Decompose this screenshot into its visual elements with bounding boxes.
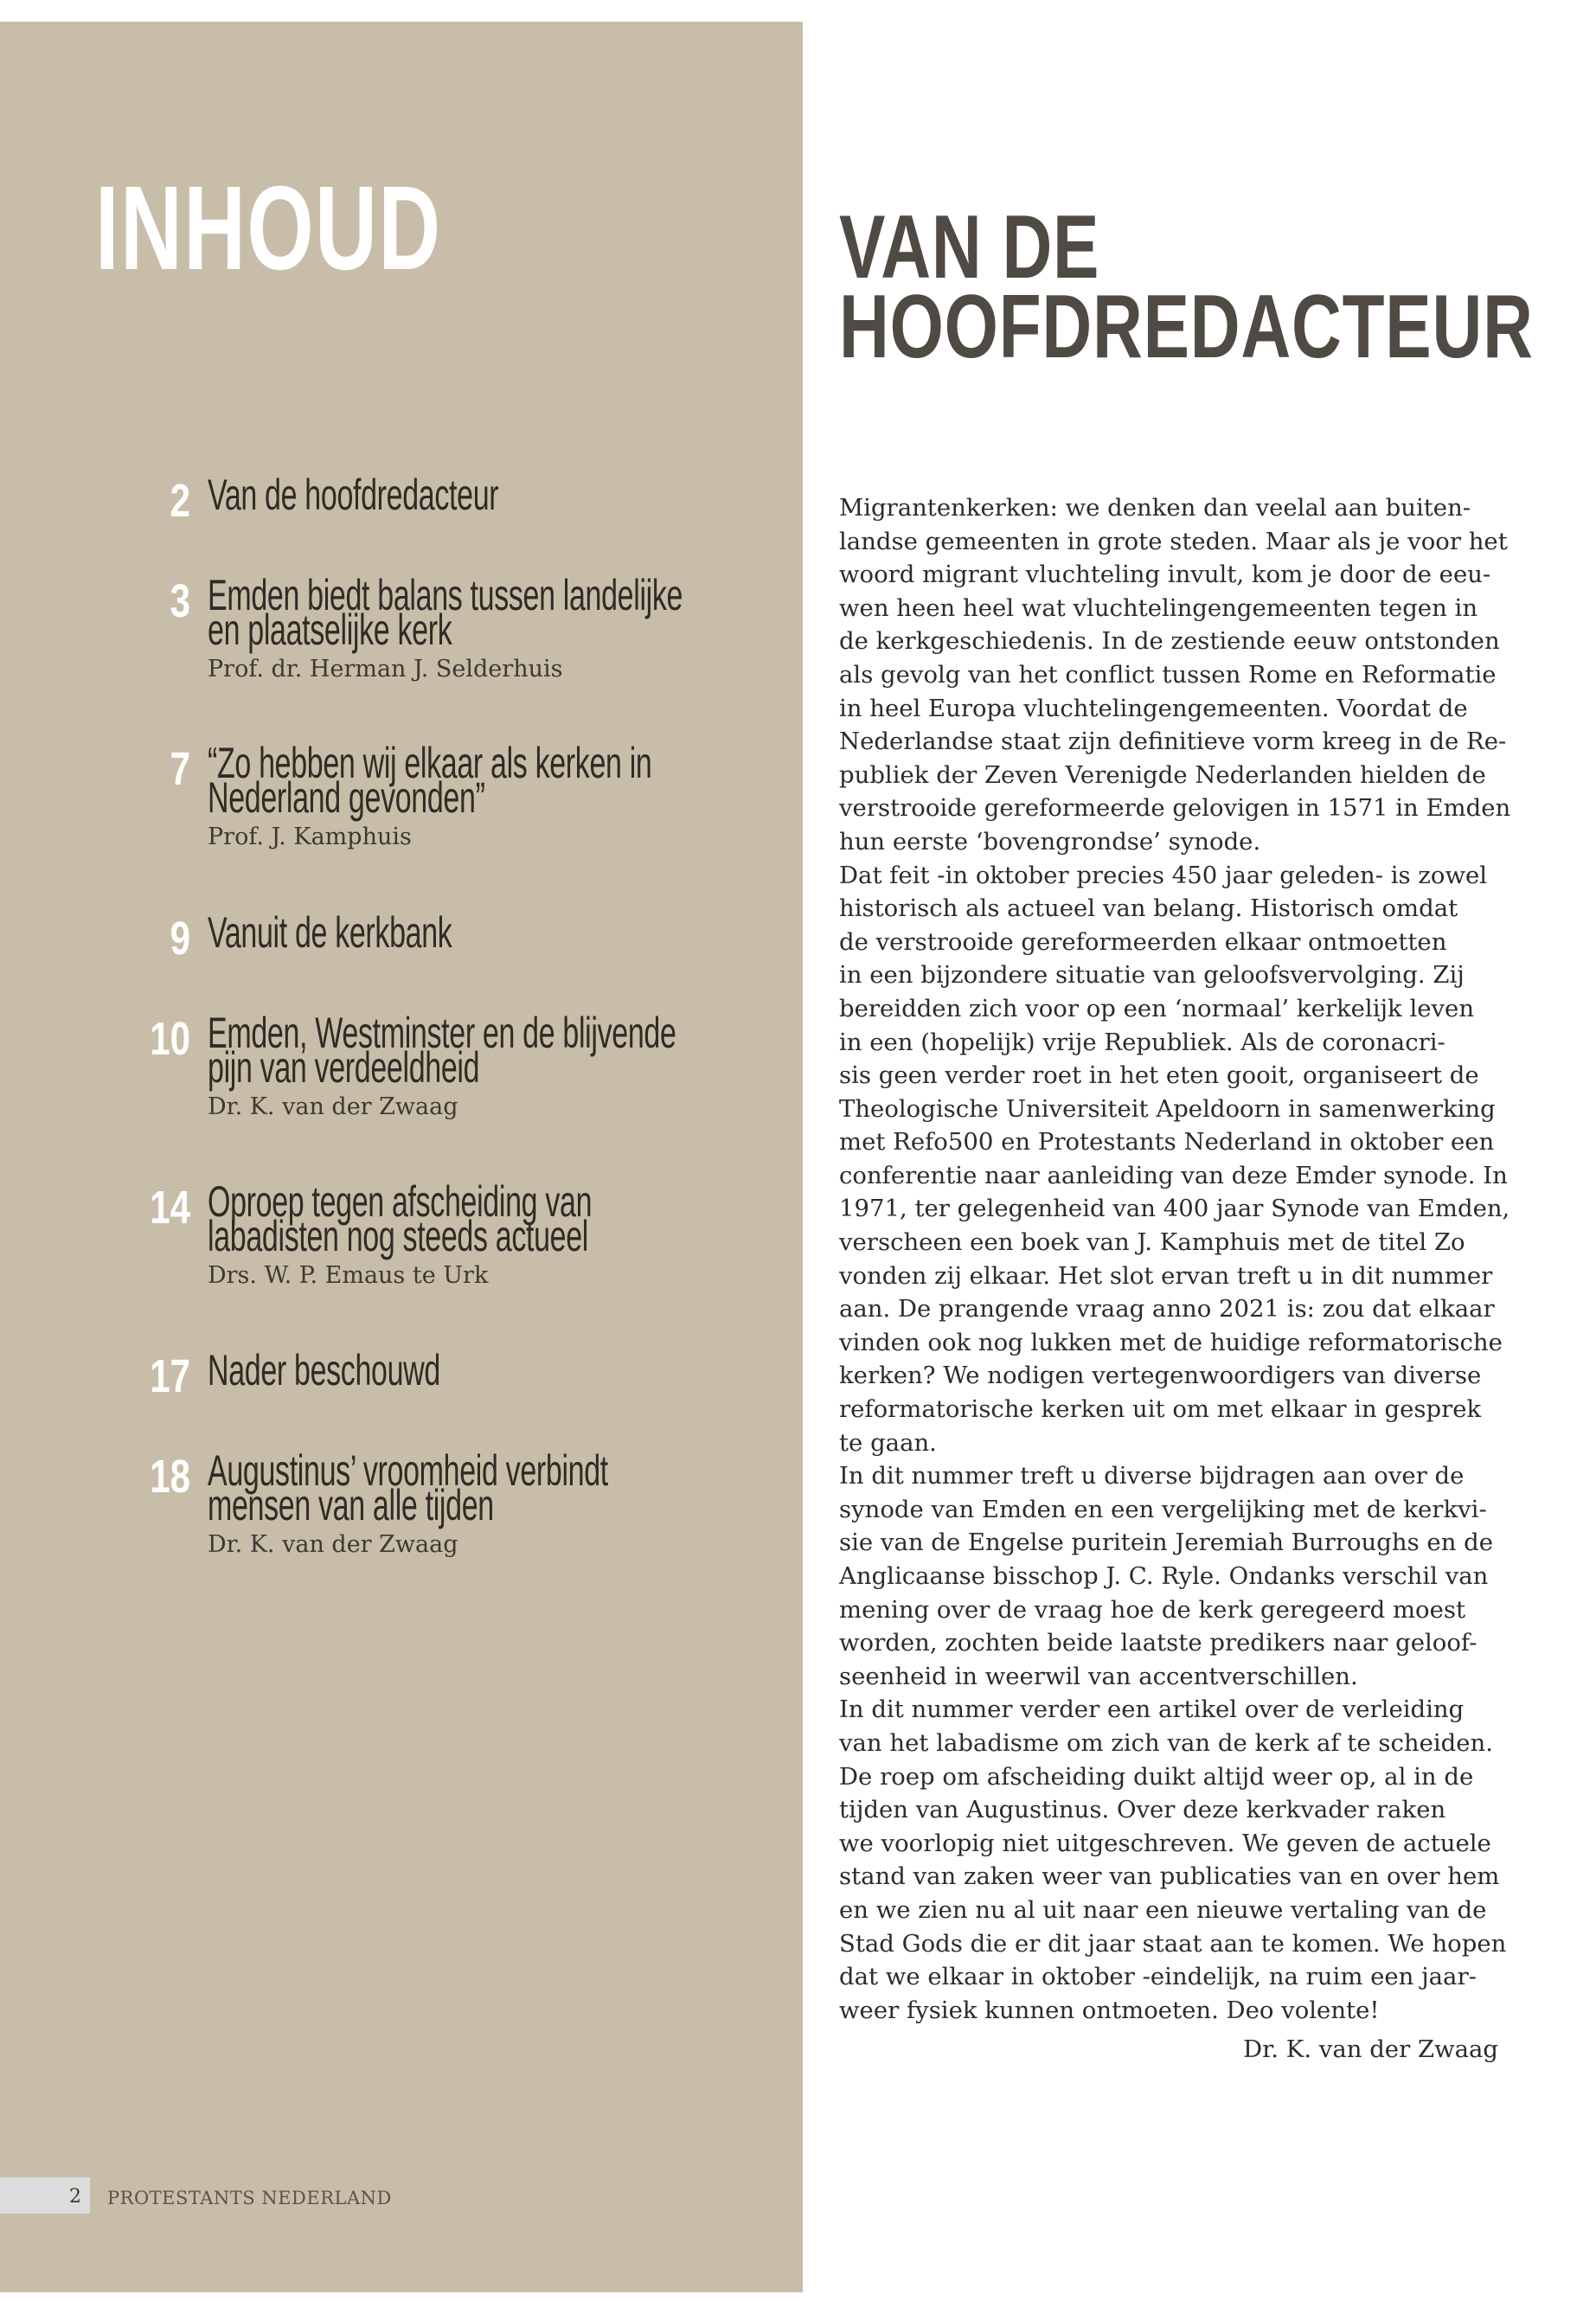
- body-line: vonden zij elkaar. Het slot ervan treft u in dit nummer: [839, 1261, 1493, 1290]
- toc-title-line: Van de hoofdredacteur: [208, 471, 499, 519]
- toc-title: [208, 1446, 760, 1529]
- body-line: woord migrant vluchteling invult, kom je door de eeu-: [839, 561, 1491, 589]
- body-line: In dit nummer verder een artikel over de verleiding: [839, 1695, 1465, 1724]
- body-line: met Refo500 en Protestants Nederland in oktober een: [839, 1128, 1495, 1157]
- body-line: bereidden zich voor op een ‘normaal’ kerkelijk leven: [839, 994, 1475, 1022]
- body-line: in een bijzondere situatie van geloofsvervolging. Zij: [839, 961, 1465, 990]
- editorial-body: [839, 491, 1511, 2027]
- body-line: historisch als actueel van belang. Historisch omdat: [839, 894, 1458, 923]
- toc-title-line: “Zo hebben wij elkaar als kerken in: [208, 739, 652, 787]
- body-line: Anglicaanse bisschop J. C. Ryle. Ondanks verschil van: [839, 1562, 1489, 1590]
- body-line: vinden ook nog lukken met de huidige reformatorische: [839, 1328, 1503, 1356]
- toc-title-line: labadisten nog steeds actueel: [208, 1212, 589, 1260]
- toc-title: [208, 1009, 760, 1092]
- body-line: seenheid in weerwil van accentverschillen.: [839, 1662, 1358, 1690]
- body-line: kerken? We nodigen vertegenwoordigers van diverse: [839, 1362, 1482, 1390]
- body-line: Dat feit -in oktober precies 450 jaar geleden- is zowel: [839, 861, 1488, 889]
- editorial-title: [839, 197, 1596, 377]
- toc-page-number: 2: [170, 475, 190, 527]
- toc-author: Dr. K. van der Zwaag: [208, 1093, 458, 1120]
- toc-title-line: Emden biedt balans tussen landelijke: [208, 571, 683, 619]
- publication-name: PROTESTANTS NEDERLAND: [107, 2188, 392, 2208]
- body-line: aan. De prangende vraag anno 2021 is: zou dat elkaar: [839, 1295, 1495, 1324]
- toc-page-number: 17: [150, 1350, 190, 1402]
- page-number: 2: [69, 2186, 81, 2208]
- toc-title: [208, 739, 760, 822]
- toc-title-line: mensen van alle tijden: [208, 1481, 494, 1529]
- toc-title: [208, 471, 760, 519]
- toc-page-number: 10: [150, 1013, 190, 1065]
- toc-title: [208, 1177, 760, 1260]
- toc-author: Dr. K. van der Zwaag: [208, 1531, 458, 1558]
- body-line: publiek der Zeven Verenigde Nederlanden hielden de: [839, 760, 1486, 789]
- table-of-contents: [0, 0, 803, 2271]
- toc-title: [208, 571, 760, 654]
- toc-title-line: pijn van verdeeldheid: [208, 1043, 480, 1092]
- toc-title-line: Emden, Westminster en de blijvende: [208, 1009, 676, 1057]
- body-line: sie van de Engelse puritein Jeremiah Burroughs en de: [839, 1529, 1494, 1557]
- body-line: sis geen verder roet in het eten gooit, organiseert de: [839, 1061, 1479, 1090]
- body-line: in heel Europa vluchtelingengemeenten. Voordat de: [839, 694, 1468, 722]
- body-line: verstrooide gereformeerde gelovigen in 1571 in Emden: [839, 794, 1511, 823]
- body-line: hun eerste ‘bovengrondse’ synode.: [839, 827, 1261, 856]
- body-line: mening over de vraag hoe de kerk geregeerd moest: [839, 1595, 1466, 1624]
- body-line: in een (hopelijk) vrije Republiek. Als de coronacri-: [839, 1028, 1445, 1056]
- body-line: van het labadisme om zich van de kerk af te scheiden.: [839, 1728, 1493, 1757]
- toc-author: Prof. J. Kamphuis: [208, 824, 412, 850]
- editorial-title-line: VAN DE: [839, 197, 1100, 298]
- toc-title-line: Nederland gevonden”: [208, 773, 485, 822]
- body-line: we voorlopig niet uitgeschreven. We geven de actuele: [839, 1829, 1491, 1857]
- toc-title-line: en plaatselijke kerk: [208, 606, 452, 654]
- body-line: synode van Emden en een vergelijking met de kerkvi-: [839, 1495, 1487, 1523]
- body-line: 1971, ter gelegenheid van 400 jaar Synode van Emden,: [839, 1195, 1510, 1223]
- body-line: In dit nummer treft u diverse bijdragen aan over de: [839, 1462, 1465, 1490]
- toc-title-line: Nader beschouwd: [208, 1346, 440, 1394]
- body-line: verscheen een boek van J. Kamphuis met de titel Zo: [839, 1228, 1465, 1257]
- toc-title-line: Augustinus’ vroomheid verbindt: [208, 1446, 608, 1495]
- body-line: en we zien nu al uit naar een nieuwe vertaling van de: [839, 1895, 1487, 1924]
- body-line: te gaan.: [839, 1428, 937, 1457]
- body-line: Stad Gods die er dit jaar staat aan te komen. We hopen: [839, 1929, 1507, 1958]
- body-line: als gevolg van het conflict tussen Rome en Reformatie: [839, 660, 1497, 689]
- editorial-title-line: HOOFDREDACTEUR: [839, 277, 1534, 377]
- toc-page-number: 9: [170, 913, 190, 965]
- body-line: de kerkgeschiedenis. In de zestiende eeuw ontstonden: [839, 627, 1500, 656]
- editorial-signature: Dr. K. van der Zwaag: [1243, 2035, 1498, 2063]
- body-line: landse gemeenten in grote steden. Maar als je voor het: [839, 527, 1508, 555]
- body-line: Migrantenkerken: we denken dan veelal aan buiten-: [839, 494, 1471, 522]
- body-line: tijden van Augustinus. Over deze kerkvader raken: [839, 1796, 1446, 1824]
- body-line: wen heen heel wat vluchtelingengemeenten tegen in: [839, 593, 1478, 622]
- body-line: Theologische Universiteit Apeldoorn in samenwerking: [839, 1094, 1496, 1123]
- toc-title-line: Oproep tegen afscheiding van: [208, 1177, 593, 1226]
- toc-page-number: 14: [150, 1182, 190, 1234]
- toc-author: Drs. W. P. Emaus te Urk: [208, 1262, 489, 1289]
- body-line: conferentie naar aanleiding van deze Emder synode. In: [839, 1161, 1508, 1189]
- toc-title-line: Vanuit de kerkbank: [208, 908, 452, 957]
- body-line: reformatorische kerken uit om met elkaar in gesprek: [839, 1395, 1482, 1424]
- contents-heading: INHOUD: [95, 162, 442, 295]
- toc-page-number: 18: [150, 1451, 190, 1503]
- body-line: worden, zochten beide laatste predikers naar geloof-: [839, 1629, 1477, 1657]
- toc-page-number: 3: [170, 575, 190, 627]
- toc-title: [208, 908, 760, 957]
- body-line: dat we elkaar in oktober -eindelijk, na ruim een jaar-: [839, 1963, 1477, 1991]
- body-line: de verstrooide gereformeerden elkaar ontmoetten: [839, 927, 1447, 956]
- body-line: Nederlandse staat zijn definitieve vorm kreeg in de Re-: [839, 727, 1507, 756]
- body-line: De roep om afscheiding duikt altijd weer op, al in de: [839, 1762, 1474, 1791]
- body-line: stand van zaken weer van publicaties van en over hem: [839, 1862, 1500, 1891]
- toc-page-number: 7: [170, 743, 190, 795]
- toc-title: [208, 1346, 760, 1394]
- toc-author: Prof. dr. Herman J. Selderhuis: [208, 656, 563, 683]
- body-line: weer fysiek kunnen ontmoeten. Deo volente!: [839, 1996, 1380, 2024]
